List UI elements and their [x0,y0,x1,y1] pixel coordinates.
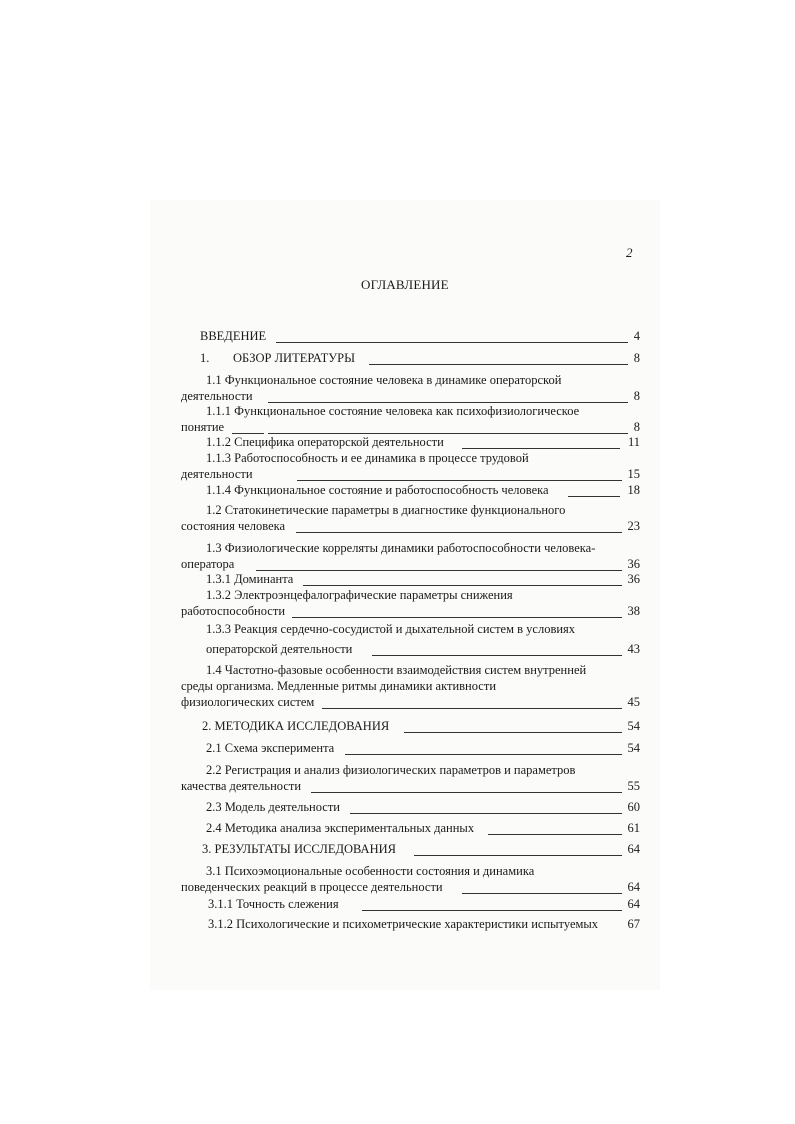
toc-entry-1-3: 1.3 Физиологические корреляты динамики работоспособности человека- [206,541,596,555]
toc-entry-1-2: 1.2 Статокинетические параметры в диагностике функционального [206,503,566,517]
page-ref: 36 [627,572,640,586]
leader-line [232,433,264,434]
toc-entry-1-4-cont1: среды организма. Медленные ритмы динамики активности [181,679,497,693]
leader-line [276,342,628,343]
page-ref: 45 [627,695,640,709]
toc-entry-1-4: 1.4 Частотно-фазовые особенности взаимодействия систем внутренней [206,663,587,677]
leader-line [268,402,628,403]
page-ref: 8 [633,389,640,403]
toc-entry-1-1-1-cont: понятие [181,420,225,434]
page-ref: 11 [627,435,640,449]
leader-line [303,585,622,586]
toc-entry-1-3-2-cont: работоспособности [181,604,286,618]
leader-line [350,813,622,814]
leader-line [256,570,622,571]
page-ref: 8 [633,420,640,434]
page-ref: 54 [627,719,640,733]
page-ref: 55 [627,779,640,793]
toc-entry-1-1-4: 1.1.4 Функциональное состояние и работоспособность человека [206,483,549,497]
leader-line [462,893,622,894]
leader-line [322,708,622,709]
toc-entry-literature-review: ОБЗОР ЛИТЕРАТУРЫ [233,351,355,365]
page-ref: 64 [627,897,640,911]
toc-entry-introduction: ВВЕДЕНИЕ [200,329,267,343]
toc-entry-1-1-cont: деятельности [181,389,253,403]
toc-entry-2-4: 2.4 Методика анализа экспериментальных данных [206,821,475,835]
page-ref: 4 [633,329,640,343]
leader-line [372,655,622,656]
toc-entry-number: 1. [200,351,210,365]
toc-entry-2-2: 2.2 Регистрация и анализ физиологических параметров и параметров [206,763,576,777]
toc-entry-1-3-2: 1.3.2 Электроэнцефалографические параметры снижения [206,588,513,602]
leader-line [404,732,622,733]
page-ref: 67 [627,917,640,931]
leader-line [268,433,628,434]
toc-entry-1-1-3-cont: деятельности [181,467,253,481]
toc-entry-methodology: 2. МЕТОДИКА ИССЛЕДОВАНИЯ [202,719,390,733]
leader-line [362,910,622,911]
leader-line [462,448,620,449]
toc-entry-2-2-cont: качества деятельности [181,779,302,793]
page-ref: 61 [627,821,640,835]
toc-entry-3-1-1: 3.1.1 Точность слежения [208,897,339,911]
toc-entry-1-1-3: 1.1.3 Работоспособность и ее динамика в процессе трудовой [206,451,529,465]
leader-line [311,792,622,793]
leader-line [345,754,622,755]
page-ref: 36 [627,557,640,571]
toc-entry-1-3-3-cont: операторской деятельности [206,642,353,656]
leader-line [369,364,628,365]
page-ref: 15 [627,467,640,481]
page-number: 2 [626,245,633,260]
leader-line [488,834,622,835]
leader-line [414,855,622,856]
toc-entry-2-3: 2.3 Модель деятельности [206,800,340,814]
toc-entry-1-3-1: 1.3.1 Доминанта [206,572,294,586]
toc-entry-1-2-cont: состояния человека [181,519,286,533]
page-ref: 8 [633,351,640,365]
leader-line [296,532,622,533]
leader-line [297,480,622,481]
page-ref: 60 [627,800,640,814]
page-ref: 23 [627,519,640,533]
page-ref: 54 [627,741,640,755]
toc-entry-1-3-cont: оператора [181,557,235,571]
toc-entry-1-1: 1.1 Функциональное состояние человека в динамике операторской [206,373,562,387]
page-ref: 64 [627,880,640,894]
toc-entry-results: 3. РЕЗУЛЬТАТЫ ИССЛЕДОВАНИЯ [202,842,396,856]
page-title: ОГЛАВЛЕНИЕ [361,277,449,292]
toc-entry-1-3-3: 1.3.3 Реакция сердечно-сосудистой и дыхательной систем в условиях [206,622,576,636]
toc-entry-1-4-cont2: физиологических систем [181,695,315,709]
page-ref: 64 [627,842,640,856]
toc-entry-1-1-1: 1.1.1 Функциональное состояние человека как психофизиологическое [206,404,580,418]
toc-entry-2-1: 2.1 Схема эксперимента [206,741,335,755]
toc-entry-3-1-cont: поведенческих реакций в процессе деятельности [181,880,443,894]
toc-entry-3-1: 3.1 Психоэмоциональные особенности состояния и динамика [206,864,535,878]
toc-entry-3-1-2: 3.1.2 Психологические и психометрические характеристики испытуемых [208,917,599,931]
leader-line [292,617,622,618]
page-ref: 38 [627,604,640,618]
page-ref: 18 [627,483,640,497]
page-ref: 43 [627,642,640,656]
toc-entry-1-1-2: 1.1.2 Специфика операторской деятельности [206,435,444,449]
